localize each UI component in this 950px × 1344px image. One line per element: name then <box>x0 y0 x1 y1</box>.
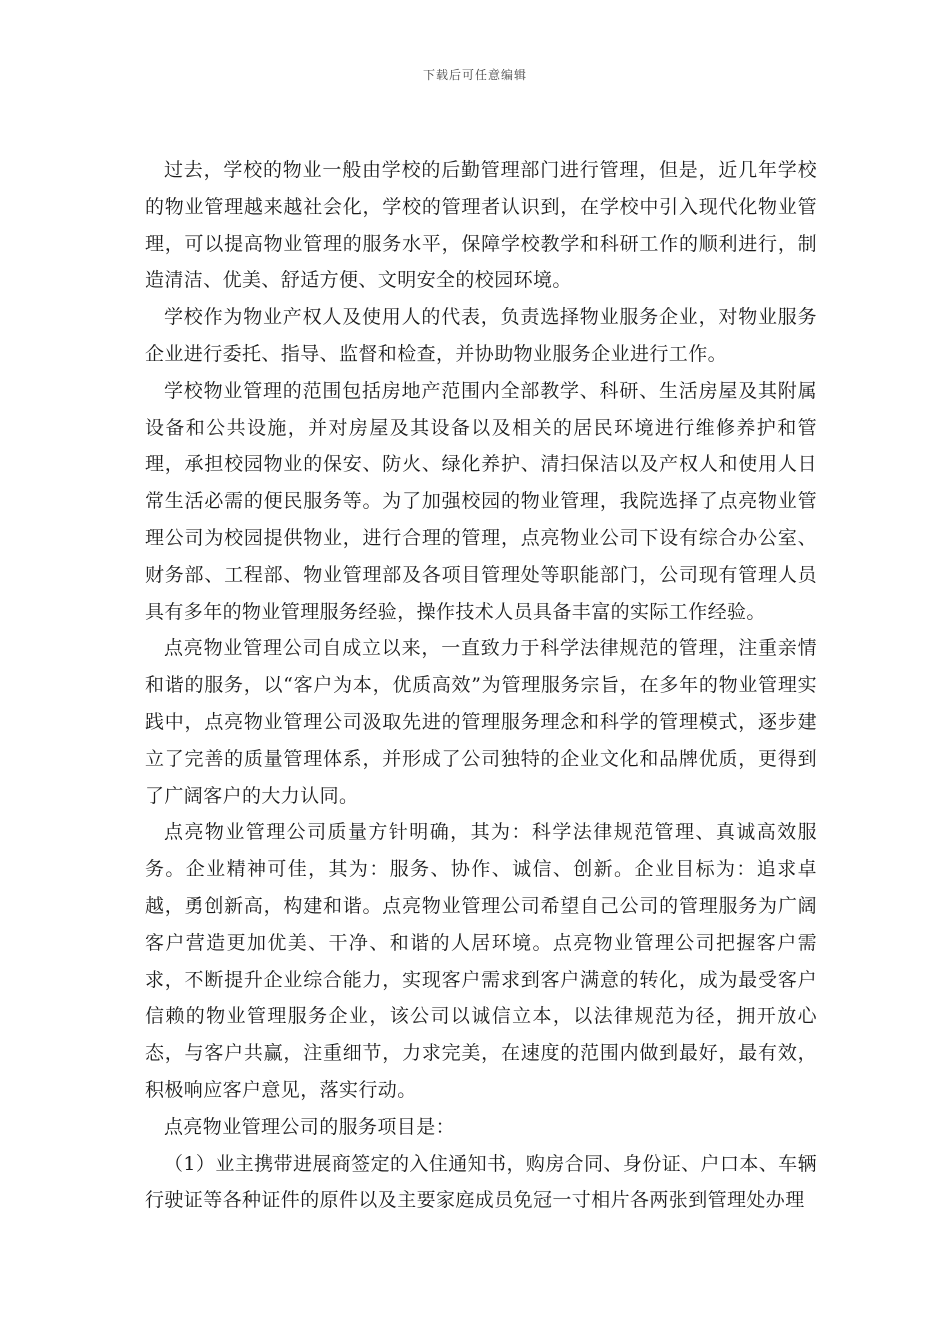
paragraph-5: 点亮物业管理公司质量方针明确，其为：科学法律规范管理、真诚高效服务。企业精神可佳，其为：服务、协作、诚信、创新。企业目标为：追求卓越，勇创新高，构建和谐。点亮物业管理公司希望自己公司的管理服务为广阔客户营造更加优美、干净、和谐的人居环境。点亮物业管理公司把握客户需求，不断提升企业综合能力，实现客户需求到客户满意的转化，成为最受客户信赖的物业管理服务企业，该公司以诚信立本，以法律规范为径，拥开放心态，与客户共赢，注重细节，力求完美，在速度的范围内做到最好，最有效，积极响应客户意见，落实行动。 <box>145 821 817 1101</box>
paragraph-3: 学校物业管理的范围包括房地产范围内全部教学、科研、生活房屋及其附属设备和公共设施，并对房屋及其设备以及相关的居民环境进行维修养护和管理，承担校园物业的保安、防火、绿化养护、清扫保洁以及产权人和使用人日常生活必需的便民服务等。为了加强校园的物业管理，我院选择了点亮物业管理公司为校园提供物业，进行合理的管理，点亮物业公司下设有综合办公室、财务部、工程部、物业管理部及各项目管理处等职能部门，公司现有管理人员具有多年的物业管理服务经验，操作技术人员具备丰富的实际工作经验。 <box>145 379 817 623</box>
paragraph-4: 点亮物业管理公司自成立以来，一直致力于科学法律规范的管理，注重亲情和谐的服务，以“客户为本，优质高效”为管理服务宗旨，在多年的物业管理实践中，点亮物业管理公司汲取先进的管理服务理念和科学的管理模式，逐步建立了完善的质量管理体系，并形成了公司独特的企业文化和品牌优质，更得到了广阔客户的大力认同。 <box>145 637 817 807</box>
page-header: 下载后可任意编辑 <box>422 68 527 82</box>
paragraph-1: 过去，学校的物业一般由学校的后勤管理部门进行管理，但是，近几年学校的物业管理越来越社会化，学校的管理者认识到，在学校中引入现代化物业管理，可以提高物业管理的服务水平，保障学校教学和科研工作的顺利进行，制造清洁、优美、舒适方便、文明安全的校园环境。 <box>145 159 817 292</box>
paragraph-7: （1）业主携带进展商签定的入住通知书，购房合同、身份证、户口本、车辆行驶证等各种证件的原件以及主要家庭成员免冠一寸相片各两张到管理处办理 <box>145 1152 817 1212</box>
paragraph-2: 学校作为物业产权人及使用人的代表，负责选择物业服务企业，对物业服务企业进行委托、指导、监督和检查，并协助物业服务企业进行工作。 <box>145 306 817 365</box>
paragraph-6: 点亮物业管理公司的服务项目是： <box>164 1115 456 1138</box>
document-body <box>145 152 817 1219</box>
